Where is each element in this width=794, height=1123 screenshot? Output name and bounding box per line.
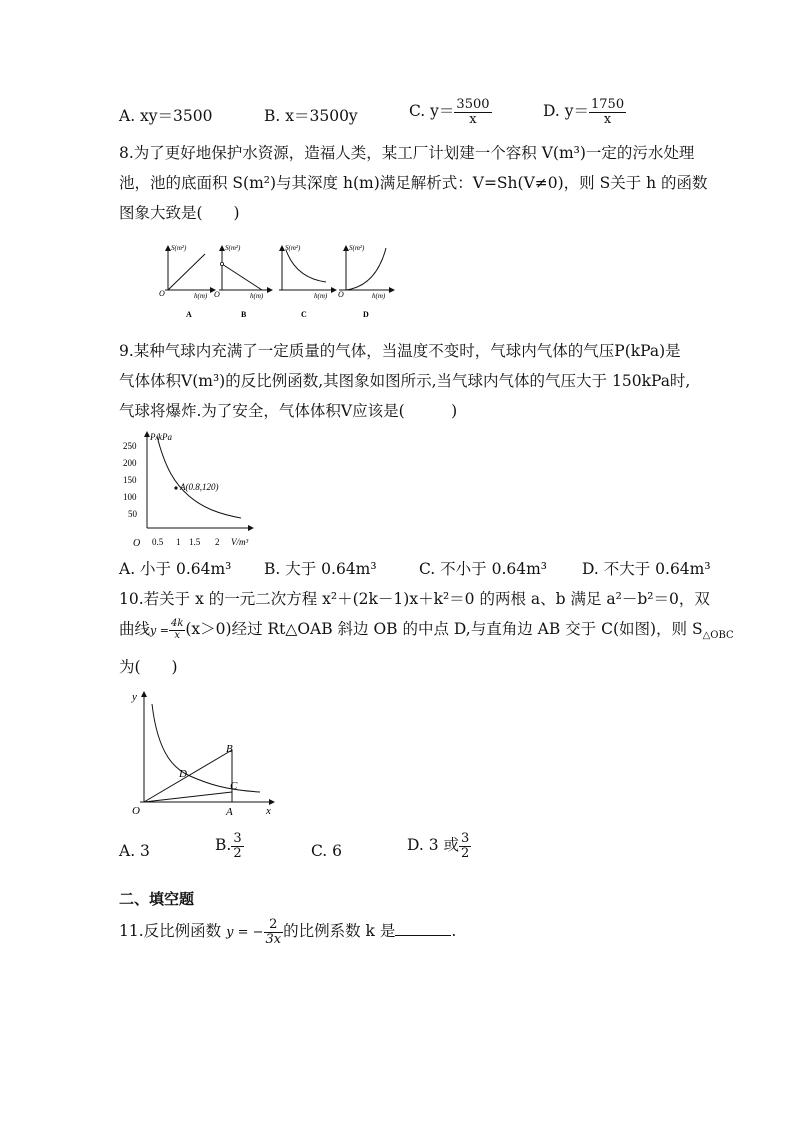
q8-graph-b-origin: O (214, 290, 220, 299)
q10-eq-fraction (169, 619, 185, 641)
q10-eq-lhs: y = (150, 624, 169, 637)
q10-option-b-prefix: B. (215, 836, 232, 854)
q10-x-axis-label: x (266, 805, 271, 817)
q10-line-3: 为( ) (119, 658, 178, 676)
q9-ytick-150: 150 (123, 475, 137, 485)
q9-xtick-1: 1 (176, 537, 181, 547)
q8-graph-d-origin: O (338, 290, 344, 299)
q9-option-c: C. 不小于 0.64m³ (419, 560, 548, 578)
q10-option-d-fraction (459, 832, 471, 860)
q11-prefix: 11.反比例函数 (119, 922, 222, 940)
q8-graph-d-xlabel: h(m) (372, 292, 386, 300)
q7-option-d-denominator: x (603, 111, 612, 127)
q10-point-d-label: D (179, 768, 187, 780)
q7-option-b: B. x＝3500y (264, 107, 358, 125)
q7-option-d-prefix: D. y＝ (543, 102, 589, 120)
q10-option-c: C. 6 (311, 842, 343, 860)
q7-option-c-fraction (454, 98, 491, 126)
q9-line-3: 气球将爆炸.为了安全，气体体积V应该是( ) (119, 402, 458, 420)
q8-graph-a-ylabel: S(m²) (171, 244, 187, 252)
q10-line-2 (119, 614, 734, 651)
q7-option-a: A. xy＝3500 (119, 107, 213, 125)
q11-answer-blank[interactable] (395, 921, 451, 936)
q7-option-c-prefix: C. y＝ (409, 102, 455, 120)
q10-y-axis-label: y (132, 691, 137, 703)
q9-xtick-2: 2 (215, 537, 220, 547)
q11-eq-fraction (264, 918, 284, 946)
q10-eq-denominator: x (174, 629, 180, 641)
q8-graph-a-xlabel: h(m) (194, 292, 208, 300)
q8-graph-d-label: D (363, 310, 369, 319)
q10-option-d-numerator: 3 (461, 830, 470, 846)
q9-xlabel: V/m³ (231, 537, 249, 547)
q8-graph-a-label: A (186, 310, 192, 319)
q7-option-c-numerator: 3500 (456, 96, 490, 112)
q10-point-a-label: A (226, 806, 233, 818)
q8-graph-b-label: B (241, 310, 247, 319)
q10-line-2-prefix: 曲线 (119, 620, 151, 638)
q10-line-2-suffix: (x＞0)经过 Rt△OAB 斜边 OB 的中点 D,与直角边 AB 交于 C(如图)，则 S (185, 620, 703, 638)
q8-graph-a-origin: O (159, 289, 165, 298)
q10-point-c-label: C (230, 780, 238, 792)
q9-option-d: D. 不大于 0.64m³ (582, 560, 711, 578)
q8-graph-c (279, 244, 336, 319)
q7-option-d-numerator: 1750 (591, 96, 625, 112)
q9-point-a-label: A(0.8,120) (180, 482, 219, 492)
q11-suffix-end: . (451, 922, 457, 940)
q10-origin-label: O (132, 805, 140, 817)
q8-graph-c-xlabel: h(m) (314, 292, 328, 300)
q10-option-d-denominator: 2 (461, 845, 470, 861)
q9-graph (119, 428, 259, 552)
q8-graphs (150, 240, 400, 322)
q9-origin: O (133, 538, 141, 549)
q8-graph-a (159, 244, 215, 319)
q8-graph-c-label: C (301, 310, 307, 319)
q9-ytick-50: 50 (128, 509, 137, 519)
q8-graph-b-xlabel: h(m) (250, 292, 264, 300)
q9-line-2: 气体体积V(m³)的反比例函数,其图象如图所示,当气球内气体的气压大于 150kPa时, (119, 372, 691, 390)
q11-eq-numerator: 2 (264, 918, 284, 933)
q8-line-2: 池，池的底面积 S(m²)与其深度 h(m)满足解析式：V=Sh(V≠0)，则 S关于 h 的函数 (119, 174, 708, 192)
q11-line (119, 916, 456, 948)
q9-line-1: 9.某种气球内充满了一定质量的气体，当温度不变时，气球内气体的气压P(kPa)是 (119, 342, 681, 360)
q7-option-c (409, 96, 492, 126)
q10-eq-numerator: 4k (170, 618, 184, 629)
q10-option-d-prefix: D. 3 或 (407, 836, 460, 854)
q10-option-b-denominator: 2 (233, 845, 242, 861)
q7-option-c-denominator: x (469, 111, 477, 127)
q9-ylabel: P/kPa (150, 432, 172, 442)
q9-ytick-100: 100 (123, 492, 137, 502)
q7-option-d-fraction (589, 98, 626, 126)
q8-graph-b (214, 244, 272, 319)
q11-suffix: 的比例系数 k 是 (283, 922, 396, 940)
q9-option-a: A. 小于 0.64m³ (119, 560, 232, 578)
q8-graph-d-ylabel: S(m²) (349, 244, 365, 252)
q10-option-b (215, 830, 244, 860)
q10-option-d (407, 830, 471, 860)
q10-graph (126, 686, 278, 818)
q7-option-d (543, 96, 626, 126)
q9-xtick-1.5: 1.5 (189, 537, 201, 547)
section-title-fill-in: 二、填空题 (119, 890, 195, 908)
q11-eq-lhs: y = − (226, 925, 264, 940)
q9-ytick-200: 200 (123, 458, 137, 468)
q9-option-b: B. 大于 0.64m³ (264, 560, 377, 578)
q10-option-b-fraction (231, 832, 243, 860)
q10-line-1: 10.若关于 x 的一元二次方程 x²＋(2k－1)x＋k²＝0 的两根 a、b 满足 a²－b²＝0，双 (119, 590, 710, 608)
q9-xtick-0.5: 0.5 (152, 537, 164, 547)
q8-graph-c-ylabel: S(m²) (285, 244, 301, 252)
q10-option-a: A. 3 (119, 842, 150, 860)
q10-area-subscript: △OBC (702, 630, 734, 642)
q8-graph-b-ylabel: S(m²) (225, 244, 241, 252)
q8-line-3: 图象大致是( ) (119, 204, 240, 222)
q10-option-b-numerator: 3 (233, 830, 242, 846)
q10-point-b-label: B (226, 743, 233, 755)
q8-line-1: 8.为了更好地保护水资源，造福人类，某工厂计划建一个容积 V(m³)一定的污水处理 (119, 144, 695, 162)
q8-graph-d (338, 244, 394, 319)
q11-eq-denominator: 3x (265, 931, 282, 947)
q9-ytick-250: 250 (123, 441, 137, 451)
